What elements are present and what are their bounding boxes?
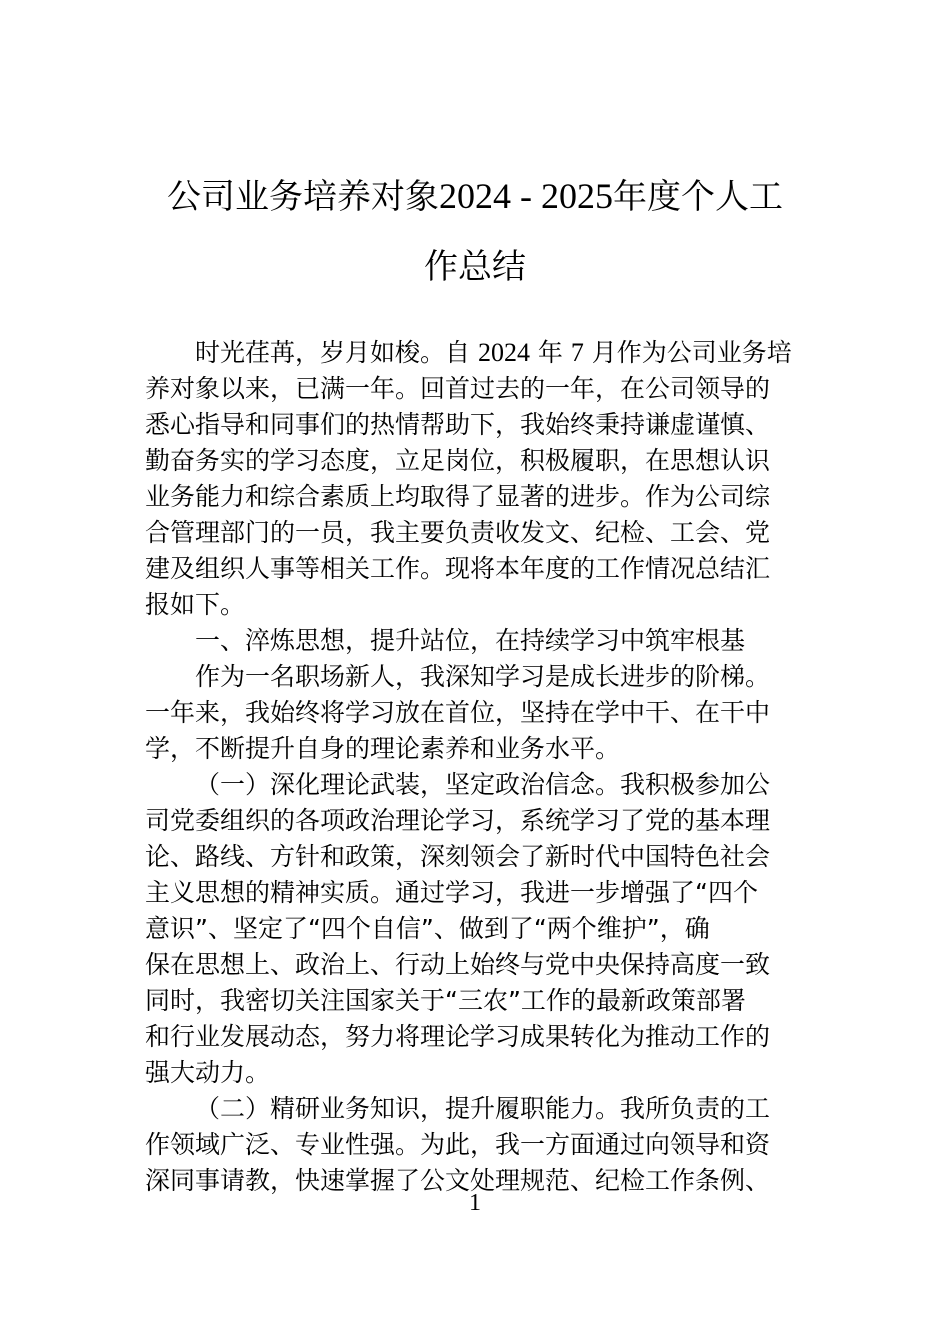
- body-text-line: [195, 657, 810, 697]
- title-year-separator: -: [511, 176, 541, 216]
- inline-text: 和行业发展动态，努力将理论学习成果转化为推动工作的: [145, 1022, 771, 1051]
- body-text-line: [145, 801, 810, 841]
- inline-text: 作为一名职场新人，我深知学习是成长进步的阶梯。: [195, 662, 771, 691]
- body-text-line: [145, 549, 810, 589]
- body-text-line: [145, 369, 810, 409]
- inline-text: 学，不断提升自身的理论素养和业务水平。: [145, 734, 621, 763]
- inline-text: 深同事请教，快速掌握了公文处理规范、纪检工作条例、: [145, 1166, 771, 1195]
- body-text-line: [145, 441, 810, 481]
- inline-text: 业务能力和综合素质上均取得了显著的进步。作为公司综: [145, 482, 771, 511]
- body-text-line: [145, 693, 810, 733]
- body-text-line: [145, 873, 810, 913]
- title-text-a: 公司业务培养对象: [167, 177, 439, 217]
- inline-text: 年: [529, 338, 571, 367]
- inline-text: 勤奋务实的学习态度，立足岗位，积极履职，在思想认识: [145, 446, 771, 475]
- body-text-line: [145, 1053, 810, 1093]
- title-year-start: 2024: [439, 176, 511, 216]
- inline-number: 2024: [477, 338, 530, 367]
- body-text-line: [145, 981, 810, 1021]
- inline-number: 7: [570, 338, 584, 367]
- inline-text: 强大动力。: [145, 1058, 271, 1087]
- inline-text: 合管理部门的一员，我主要负责收发文、纪检、工会、党: [145, 518, 771, 547]
- body-text-line: [145, 405, 810, 445]
- page-number: 1: [469, 1190, 481, 1216]
- body-text-line: [145, 1125, 810, 1165]
- inline-text: 保在思想上、政治上、行动上始终与党中央保持高度一致: [145, 950, 771, 979]
- inline-text: 意识”、坚定了“四个自信”、做到了“两个维护”，确: [145, 914, 710, 943]
- inline-text: （一）深化理论武装，坚定政治信念。我积极参加公: [195, 770, 771, 799]
- body-text-line: [195, 765, 810, 805]
- body-text-line: [195, 333, 810, 373]
- body-text-line: [145, 729, 810, 769]
- body-text-line: [145, 477, 810, 517]
- body-text-line: [195, 621, 810, 661]
- body-text-line: [145, 1017, 810, 1057]
- title-text-b: 年度个人工: [613, 177, 783, 217]
- body-text-line: [145, 513, 810, 553]
- inline-text: 论、路线、方针和政策，深刻领会了新时代中国特色社会: [145, 842, 771, 871]
- body-text-line: [195, 1089, 810, 1129]
- inline-text: 养对象以来，已满一年。回首过去的一年，在公司领导的: [145, 374, 771, 403]
- inline-text: 月作为公司业务培: [583, 338, 792, 367]
- document-title-line-2: 作总结: [424, 247, 526, 287]
- inline-text: 作领域广泛、专业性强。为此，我一方面通过向领导和资: [145, 1130, 771, 1159]
- inline-text: 报如下。: [145, 590, 246, 619]
- body-text-line: [145, 837, 810, 877]
- body-text-line: [145, 909, 810, 949]
- inline-text: 同时，我密切关注国家关于“三农”工作的最新政策部署: [145, 986, 746, 1015]
- inline-text: 主义思想的精神实质。通过学习，我进一步增强了“四个: [145, 878, 758, 907]
- inline-text: 建及组织人事等相关工作。现将本年度的工作情况总结汇: [145, 554, 771, 583]
- document-title-line-1: [145, 176, 805, 217]
- inline-text: 一年来，我始终将学习放在首位，坚持在学中干、在干中: [145, 698, 771, 727]
- title-year-end: 2025: [541, 176, 613, 216]
- inline-text: 时光荏苒，岁月如梭。自: [195, 338, 478, 367]
- inline-text: （二）精研业务知识，提升履职能力。我所负责的工: [195, 1094, 771, 1123]
- body-text-line: [145, 945, 810, 985]
- inline-text: 悉心指导和同事们的热情帮助下，我始终秉持谦虚谨慎、: [145, 410, 771, 439]
- inline-text: 司党委组织的各项政治理论学习，系统学习了党的基本理: [145, 806, 771, 835]
- body-text-line: [145, 585, 810, 625]
- inline-text: 一、淬炼思想，提升站位，在持续学习中筑牢根基: [195, 626, 746, 655]
